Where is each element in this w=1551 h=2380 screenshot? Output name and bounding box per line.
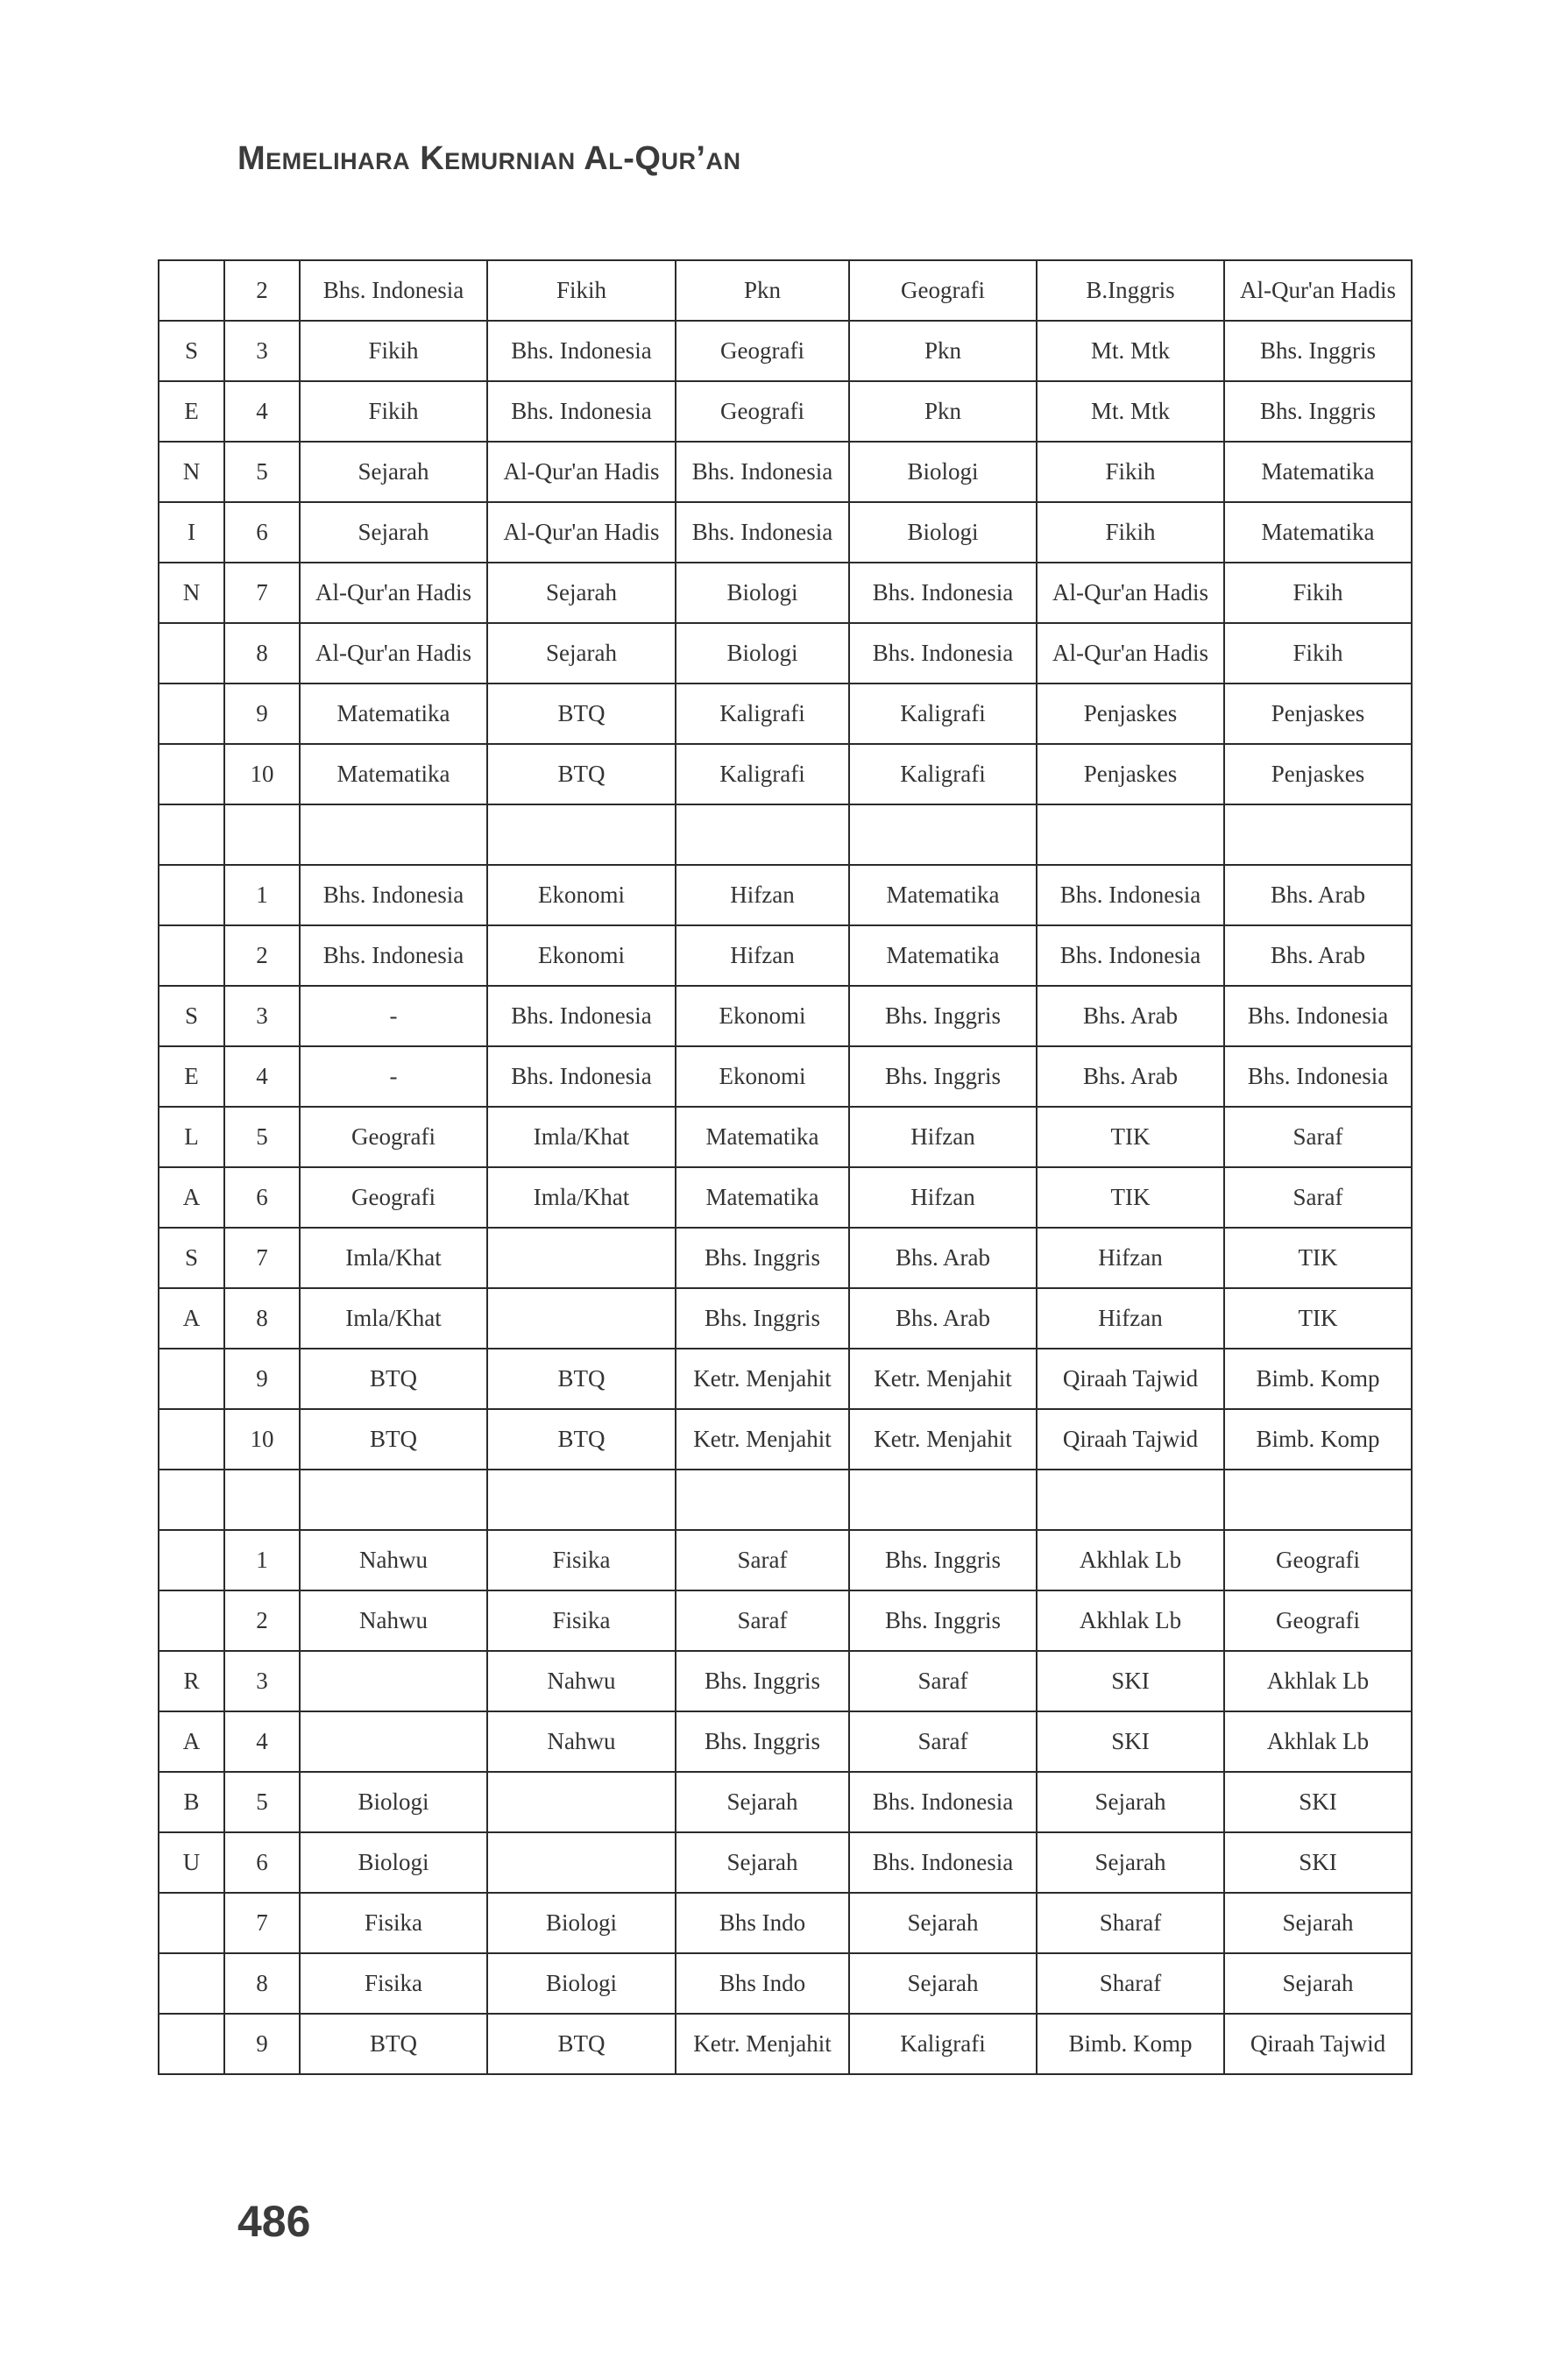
class-4-cell: Sejarah	[849, 1953, 1037, 2014]
class-5-cell: Al-Qur'an Hadis	[1037, 623, 1224, 684]
day-letter-cell: I	[159, 502, 224, 563]
class-4-cell: Kaligrafi	[849, 684, 1037, 744]
class-6-cell: Saraf	[1224, 1167, 1412, 1228]
day-letter-cell: E	[159, 1046, 224, 1107]
class-5-cell: Sejarah	[1037, 1832, 1224, 1893]
table-row	[159, 1167, 1412, 1228]
class-2-cell: BTQ	[487, 2014, 676, 2074]
class-1-cell: Al-Qur'an Hadis	[300, 623, 487, 684]
class-4-cell: Bhs. Indonesia	[849, 1832, 1037, 1893]
table-row	[159, 260, 1412, 321]
class-3-cell: Bhs. Indonesia	[676, 442, 849, 502]
class-5-cell: Sharaf	[1037, 1893, 1224, 1953]
class-4-cell: Bhs. Inggris	[849, 1046, 1037, 1107]
class-2-cell: Imla/Khat	[487, 1167, 676, 1228]
class-2-cell: BTQ	[487, 744, 676, 804]
class-3-cell: Sejarah	[676, 1772, 849, 1832]
class-4-cell: Ketr. Menjahit	[849, 1409, 1037, 1470]
class-2-cell: Fisika	[487, 1530, 676, 1590]
table-row	[159, 1046, 1412, 1107]
day-letter-cell	[159, 1530, 224, 1590]
class-1-cell: Al-Qur'an Hadis	[300, 563, 487, 623]
class-2-cell: Fikih	[487, 260, 676, 321]
class-4-cell: Bhs. Arab	[849, 1228, 1037, 1288]
period-cell: 7	[224, 1228, 300, 1288]
table-row	[159, 1772, 1412, 1832]
class-1-cell: -	[300, 986, 487, 1046]
class-1-cell: Fisika	[300, 1893, 487, 1953]
period-cell: 3	[224, 1651, 300, 1711]
period-cell: 6	[224, 1167, 300, 1228]
class-3-cell: Kaligrafi	[676, 744, 849, 804]
period-cell: 5	[224, 442, 300, 502]
class-3-cell: Saraf	[676, 1590, 849, 1651]
class-6-cell: SKI	[1224, 1832, 1412, 1893]
class-6-cell: Sejarah	[1224, 1953, 1412, 2014]
day-letter-cell	[159, 1470, 224, 1530]
day-letter-cell: S	[159, 1228, 224, 1288]
class-2-cell: Al-Qur'an Hadis	[487, 502, 676, 563]
class-1-cell: Fisika	[300, 1953, 487, 2014]
class-3-cell: Bhs Indo	[676, 1893, 849, 1953]
class-5-cell: Al-Qur'an Hadis	[1037, 563, 1224, 623]
table-row	[159, 925, 1412, 986]
class-6-cell: Penjaskes	[1224, 684, 1412, 744]
class-4-cell: Hifzan	[849, 1167, 1037, 1228]
class-1-cell: Biologi	[300, 1772, 487, 1832]
table-row	[159, 1530, 1412, 1590]
class-1-cell: Geografi	[300, 1107, 487, 1167]
class-6-cell: TIK	[1224, 1288, 1412, 1349]
period-cell: 2	[224, 1590, 300, 1651]
class-4-cell	[849, 1470, 1037, 1530]
class-6-cell: TIK	[1224, 1228, 1412, 1288]
class-4-cell: Bhs. Indonesia	[849, 563, 1037, 623]
class-6-cell: Geografi	[1224, 1530, 1412, 1590]
class-1-cell: Fikih	[300, 321, 487, 381]
period-cell: 9	[224, 2014, 300, 2074]
class-1-cell: Bhs. Indonesia	[300, 260, 487, 321]
day-letter-cell	[159, 623, 224, 684]
class-3-cell: Saraf	[676, 1530, 849, 1590]
class-3-cell: Hifzan	[676, 925, 849, 986]
class-4-cell: Kaligrafi	[849, 744, 1037, 804]
class-1-cell: Sejarah	[300, 502, 487, 563]
class-6-cell: Penjaskes	[1224, 744, 1412, 804]
class-6-cell: Qiraah Tajwid	[1224, 2014, 1412, 2074]
class-5-cell: Qiraah Tajwid	[1037, 1409, 1224, 1470]
class-2-cell: Sejarah	[487, 563, 676, 623]
period-cell: 5	[224, 1107, 300, 1167]
day-letter-cell	[159, 925, 224, 986]
class-2-cell: Fisika	[487, 1590, 676, 1651]
class-2-cell: Al-Qur'an Hadis	[487, 442, 676, 502]
page-number: 486	[237, 2197, 311, 2246]
class-3-cell: Ketr. Menjahit	[676, 2014, 849, 2074]
class-6-cell: Geografi	[1224, 1590, 1412, 1651]
day-letter-cell: U	[159, 1832, 224, 1893]
day-letter-cell: N	[159, 563, 224, 623]
period-cell: 8	[224, 1288, 300, 1349]
class-6-cell	[1224, 1470, 1412, 1530]
class-1-cell: Nahwu	[300, 1530, 487, 1590]
period-cell: 3	[224, 321, 300, 381]
class-6-cell: Al-Qur'an Hadis	[1224, 260, 1412, 321]
class-5-cell: SKI	[1037, 1711, 1224, 1772]
class-1-cell: Bhs. Indonesia	[300, 865, 487, 925]
class-5-cell	[1037, 804, 1224, 865]
class-1-cell: -	[300, 1046, 487, 1107]
class-2-cell: Ekonomi	[487, 925, 676, 986]
class-2-cell: Imla/Khat	[487, 1107, 676, 1167]
class-1-cell: BTQ	[300, 1409, 487, 1470]
table-row	[159, 502, 1412, 563]
class-5-cell: Sharaf	[1037, 1953, 1224, 2014]
table-row	[159, 321, 1412, 381]
period-cell: 10	[224, 1409, 300, 1470]
class-5-cell: Penjaskes	[1037, 744, 1224, 804]
class-6-cell: Matematika	[1224, 442, 1412, 502]
class-3-cell: Geografi	[676, 321, 849, 381]
day-letter-cell: L	[159, 1107, 224, 1167]
class-5-cell: Penjaskes	[1037, 684, 1224, 744]
period-cell: 2	[224, 260, 300, 321]
class-4-cell: Sejarah	[849, 1893, 1037, 1953]
class-1-cell: BTQ	[300, 1349, 487, 1409]
class-2-cell	[487, 1772, 676, 1832]
class-3-cell: Bhs. Indonesia	[676, 502, 849, 563]
class-6-cell: Fikih	[1224, 563, 1412, 623]
class-4-cell: Bhs. Inggris	[849, 1530, 1037, 1590]
table-row	[159, 865, 1412, 925]
day-letter-cell: A	[159, 1711, 224, 1772]
class-5-cell: Fikih	[1037, 442, 1224, 502]
class-4-cell: Matematika	[849, 925, 1037, 986]
class-5-cell: Hifzan	[1037, 1228, 1224, 1288]
class-5-cell: Bimb. Komp	[1037, 2014, 1224, 2074]
class-2-cell: BTQ	[487, 1409, 676, 1470]
table-row	[159, 684, 1412, 744]
table-row	[159, 1953, 1412, 2014]
class-1-cell	[300, 1470, 487, 1530]
table-row	[159, 1470, 1412, 1530]
class-2-cell: BTQ	[487, 1349, 676, 1409]
day-letter-cell	[159, 1590, 224, 1651]
class-6-cell: Akhlak Lb	[1224, 1651, 1412, 1711]
period-cell: 4	[224, 1711, 300, 1772]
period-cell: 9	[224, 684, 300, 744]
class-3-cell: Kaligrafi	[676, 684, 849, 744]
day-letter-cell: R	[159, 1651, 224, 1711]
day-letter-cell	[159, 2014, 224, 2074]
period-cell: 8	[224, 1953, 300, 2014]
class-3-cell: Sejarah	[676, 1832, 849, 1893]
table-row	[159, 1893, 1412, 1953]
class-3-cell	[676, 1470, 849, 1530]
period-cell: 8	[224, 623, 300, 684]
class-3-cell: Bhs. Inggris	[676, 1288, 849, 1349]
period-cell: 6	[224, 502, 300, 563]
class-6-cell: SKI	[1224, 1772, 1412, 1832]
class-3-cell: Bhs Indo	[676, 1953, 849, 2014]
class-5-cell: Bhs. Arab	[1037, 986, 1224, 1046]
table-row	[159, 1288, 1412, 1349]
class-3-cell: Matematika	[676, 1107, 849, 1167]
class-4-cell: Saraf	[849, 1651, 1037, 1711]
class-4-cell: Hifzan	[849, 1107, 1037, 1167]
class-6-cell: Bhs. Indonesia	[1224, 1046, 1412, 1107]
period-cell: 3	[224, 986, 300, 1046]
day-letter-cell	[159, 804, 224, 865]
period-cell: 7	[224, 1893, 300, 1953]
class-5-cell: Bhs. Indonesia	[1037, 925, 1224, 986]
class-4-cell: Biologi	[849, 502, 1037, 563]
day-letter-cell: A	[159, 1167, 224, 1228]
class-2-cell: Nahwu	[487, 1711, 676, 1772]
class-3-cell: Ekonomi	[676, 986, 849, 1046]
class-6-cell: Saraf	[1224, 1107, 1412, 1167]
class-5-cell: Mt. Mtk	[1037, 381, 1224, 442]
class-1-cell: Fikih	[300, 381, 487, 442]
class-3-cell: Ketr. Menjahit	[676, 1349, 849, 1409]
class-4-cell: Bhs. Inggris	[849, 986, 1037, 1046]
class-3-cell: Bhs. Inggris	[676, 1228, 849, 1288]
class-1-cell: Bhs. Indonesia	[300, 925, 487, 986]
class-3-cell: Bhs. Inggris	[676, 1651, 849, 1711]
schedule-table	[158, 259, 1413, 2075]
day-letter-cell	[159, 1349, 224, 1409]
day-letter-cell	[159, 1893, 224, 1953]
class-5-cell: Akhlak Lb	[1037, 1590, 1224, 1651]
class-4-cell: Kaligrafi	[849, 2014, 1037, 2074]
day-letter-cell	[159, 1409, 224, 1470]
class-2-cell: Nahwu	[487, 1651, 676, 1711]
day-letter-cell: S	[159, 321, 224, 381]
period-cell: 10	[224, 744, 300, 804]
class-4-cell: Bhs. Indonesia	[849, 1772, 1037, 1832]
table-row	[159, 381, 1412, 442]
class-2-cell: Bhs. Indonesia	[487, 986, 676, 1046]
class-2-cell: Sejarah	[487, 623, 676, 684]
class-6-cell: Bhs. Inggris	[1224, 321, 1412, 381]
class-1-cell: Geografi	[300, 1167, 487, 1228]
table-row	[159, 804, 1412, 865]
class-1-cell: Nahwu	[300, 1590, 487, 1651]
class-2-cell: Bhs. Indonesia	[487, 1046, 676, 1107]
class-5-cell: Fikih	[1037, 502, 1224, 563]
running-head: Memelihara Kemurnian Al-Qur’an	[237, 140, 741, 177]
table-row	[159, 1590, 1412, 1651]
class-4-cell: Matematika	[849, 865, 1037, 925]
table-row	[159, 744, 1412, 804]
schedule-body	[159, 260, 1412, 2074]
class-6-cell: Akhlak Lb	[1224, 1711, 1412, 1772]
class-5-cell: Qiraah Tajwid	[1037, 1349, 1224, 1409]
class-4-cell: Pkn	[849, 321, 1037, 381]
class-5-cell: TIK	[1037, 1167, 1224, 1228]
class-3-cell: Bhs. Inggris	[676, 1711, 849, 1772]
table-row	[159, 1107, 1412, 1167]
class-5-cell: Bhs. Arab	[1037, 1046, 1224, 1107]
table-row	[159, 2014, 1412, 2074]
table-row	[159, 563, 1412, 623]
period-cell: 9	[224, 1349, 300, 1409]
class-5-cell	[1037, 1470, 1224, 1530]
class-4-cell: Ketr. Menjahit	[849, 1349, 1037, 1409]
class-2-cell	[487, 1832, 676, 1893]
table-row	[159, 1228, 1412, 1288]
class-2-cell: Biologi	[487, 1953, 676, 2014]
class-3-cell: Matematika	[676, 1167, 849, 1228]
period-cell: 5	[224, 1772, 300, 1832]
class-2-cell: Ekonomi	[487, 865, 676, 925]
table-row	[159, 1409, 1412, 1470]
period-cell: 4	[224, 1046, 300, 1107]
class-4-cell: Bhs. Inggris	[849, 1590, 1037, 1651]
class-3-cell: Biologi	[676, 563, 849, 623]
class-3-cell: Hifzan	[676, 865, 849, 925]
class-5-cell: TIK	[1037, 1107, 1224, 1167]
class-1-cell: Sejarah	[300, 442, 487, 502]
class-1-cell: Imla/Khat	[300, 1288, 487, 1349]
class-4-cell: Biologi	[849, 442, 1037, 502]
day-letter-cell: E	[159, 381, 224, 442]
period-cell: 7	[224, 563, 300, 623]
class-5-cell: B.Inggris	[1037, 260, 1224, 321]
class-3-cell	[676, 804, 849, 865]
table-row	[159, 1651, 1412, 1711]
table-row	[159, 1711, 1412, 1772]
class-4-cell: Bhs. Indonesia	[849, 623, 1037, 684]
class-5-cell: Bhs. Indonesia	[1037, 865, 1224, 925]
class-4-cell: Pkn	[849, 381, 1037, 442]
day-letter-cell: B	[159, 1772, 224, 1832]
class-3-cell: Biologi	[676, 623, 849, 684]
class-1-cell: Matematika	[300, 744, 487, 804]
period-cell	[224, 1470, 300, 1530]
class-3-cell: Pkn	[676, 260, 849, 321]
class-1-cell	[300, 804, 487, 865]
table-row	[159, 1349, 1412, 1409]
class-3-cell: Ketr. Menjahit	[676, 1409, 849, 1470]
class-1-cell: Imla/Khat	[300, 1228, 487, 1288]
day-letter-cell	[159, 1953, 224, 2014]
class-4-cell: Saraf	[849, 1711, 1037, 1772]
class-4-cell	[849, 804, 1037, 865]
day-letter-cell: A	[159, 1288, 224, 1349]
class-6-cell: Bimb. Komp	[1224, 1409, 1412, 1470]
class-2-cell: BTQ	[487, 684, 676, 744]
day-letter-cell	[159, 865, 224, 925]
period-cell	[224, 804, 300, 865]
class-6-cell: Bhs. Arab	[1224, 865, 1412, 925]
table-row	[159, 986, 1412, 1046]
class-4-cell: Bhs. Arab	[849, 1288, 1037, 1349]
class-2-cell	[487, 804, 676, 865]
class-6-cell: Bhs. Inggris	[1224, 381, 1412, 442]
class-1-cell: Matematika	[300, 684, 487, 744]
class-6-cell: Sejarah	[1224, 1893, 1412, 1953]
class-2-cell	[487, 1288, 676, 1349]
period-cell: 2	[224, 925, 300, 986]
day-letter-cell: S	[159, 986, 224, 1046]
class-2-cell: Biologi	[487, 1893, 676, 1953]
class-2-cell: Bhs. Indonesia	[487, 381, 676, 442]
class-5-cell: Mt. Mtk	[1037, 321, 1224, 381]
table-row	[159, 623, 1412, 684]
class-3-cell: Ekonomi	[676, 1046, 849, 1107]
class-6-cell: Matematika	[1224, 502, 1412, 563]
class-5-cell: Hifzan	[1037, 1288, 1224, 1349]
day-letter-cell	[159, 684, 224, 744]
class-5-cell: Akhlak Lb	[1037, 1530, 1224, 1590]
class-1-cell: BTQ	[300, 2014, 487, 2074]
class-6-cell: Bhs. Arab	[1224, 925, 1412, 986]
class-6-cell: Bhs. Indonesia	[1224, 986, 1412, 1046]
period-cell: 1	[224, 1530, 300, 1590]
table-row	[159, 442, 1412, 502]
period-cell: 1	[224, 865, 300, 925]
class-4-cell: Geografi	[849, 260, 1037, 321]
class-6-cell: Fikih	[1224, 623, 1412, 684]
class-1-cell: Biologi	[300, 1832, 487, 1893]
class-5-cell: Sejarah	[1037, 1772, 1224, 1832]
day-letter-cell	[159, 260, 224, 321]
class-2-cell	[487, 1470, 676, 1530]
period-cell: 4	[224, 381, 300, 442]
class-2-cell	[487, 1228, 676, 1288]
class-3-cell: Geografi	[676, 381, 849, 442]
class-6-cell: Bimb. Komp	[1224, 1349, 1412, 1409]
class-2-cell: Bhs. Indonesia	[487, 321, 676, 381]
day-letter-cell	[159, 744, 224, 804]
class-1-cell	[300, 1711, 487, 1772]
period-cell: 6	[224, 1832, 300, 1893]
class-6-cell	[1224, 804, 1412, 865]
class-5-cell: SKI	[1037, 1651, 1224, 1711]
day-letter-cell: N	[159, 442, 224, 502]
class-1-cell	[300, 1651, 487, 1711]
table-row	[159, 1832, 1412, 1893]
